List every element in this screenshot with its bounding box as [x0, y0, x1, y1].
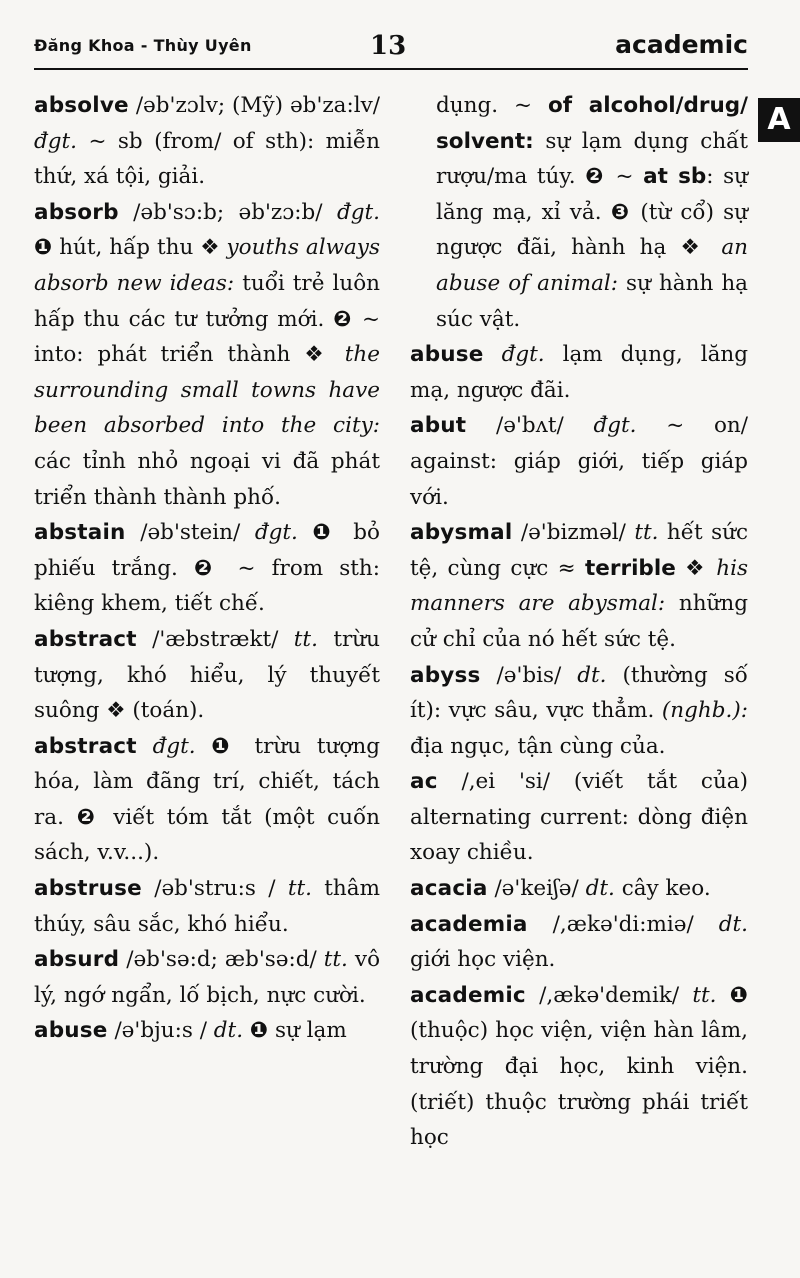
- pronunciation: /,ei 'si/: [461, 769, 551, 795]
- sense-number-1: ❶: [729, 982, 748, 1008]
- definition: trừu tượng, khó hiểu, lý thuyết suông: [34, 626, 380, 724]
- example-marker-icon: ❖: [685, 555, 707, 581]
- part-of-speech: tt.: [287, 876, 312, 902]
- running-header: [34, 30, 748, 70]
- sense-number-1: ❶: [249, 1018, 269, 1044]
- sense-number-1: ❶: [34, 235, 53, 261]
- translation: tuổi trẻ luôn hấp thu các tư tưởng mới.: [34, 270, 381, 332]
- example-marker-icon: ❖: [200, 235, 220, 261]
- pronunciation: /ə'bis/: [496, 662, 562, 688]
- page-number: 13: [370, 31, 407, 61]
- entry-absorb: [34, 195, 380, 515]
- part-of-speech: đgt.: [337, 199, 380, 225]
- continuation: sự lạm dụng chất rượu/ma túy.: [436, 128, 749, 190]
- part-of-speech: tt.: [323, 947, 348, 973]
- approx-icon: ≈: [557, 555, 576, 581]
- entry-abyss: [410, 658, 748, 765]
- headword: abuse: [410, 342, 484, 368]
- pronunciation: /ə'bʌt/: [496, 413, 564, 439]
- part-of-speech: dt.: [585, 876, 615, 902]
- definition: thâm thúy, sâu sắc, khó hiểu.: [34, 876, 380, 937]
- definition: hết sức tệ, cùng cực: [410, 520, 748, 581]
- entry-abut: [410, 408, 748, 515]
- sense-number-2: ❷: [76, 804, 101, 830]
- sense-1: bỏ phiếu trắng.: [34, 520, 380, 581]
- headword: abut: [410, 413, 467, 439]
- pronunciation-us: əb'za:lv/: [289, 93, 381, 118]
- sense-number-1: ❶: [312, 520, 339, 546]
- part-of-speech: đgt.: [152, 733, 196, 759]
- sense-2: viết tóm tắt (một cuốn sách, v.v...).: [34, 804, 380, 866]
- continuation: (từ cổ) sự ngược đãi, hành hạ: [436, 199, 748, 261]
- pronunciation: /əb'zɔlv; (Mỹ): [135, 93, 283, 118]
- headword: absolve: [34, 93, 129, 118]
- part-of-speech: tt.: [293, 626, 318, 652]
- entry-abstract-adj: [34, 622, 380, 729]
- headword: abstruse: [34, 876, 142, 902]
- sense-number-2: ❷: [193, 555, 222, 581]
- part-of-speech: đgt.: [254, 520, 298, 546]
- sense-number-1: ❶: [211, 733, 239, 759]
- headword: academic: [410, 982, 526, 1008]
- synonym: terrible: [585, 555, 676, 581]
- sense-number-3: ❸: [610, 199, 632, 225]
- headword: abstract: [34, 733, 137, 759]
- translation: những cử chỉ của nó hết sức tệ.: [410, 591, 748, 652]
- example-marker-icon: ❖: [304, 342, 331, 368]
- part-of-speech: dt.: [213, 1018, 244, 1044]
- part-of-speech: tt.: [692, 982, 717, 1008]
- pronunciation: /əb'stru:s /: [154, 876, 276, 902]
- entry-ac: [410, 764, 748, 871]
- tilde: ~: [615, 164, 634, 190]
- right-column: [410, 88, 748, 1156]
- sense-1: (thuộc) học viện, viện hàn lâm, trường đại học, kinh viện. (triết) thuộc trường phái triết học: [410, 1018, 748, 1151]
- entry-academia: [410, 907, 748, 978]
- sense-2: ~ from sth: kiêng khem, tiết chế.: [34, 555, 380, 617]
- bold-phrase: at sb: [643, 164, 707, 190]
- headword: absurd: [34, 947, 120, 973]
- sense-number-2: ❷: [585, 164, 606, 190]
- entry-abstain: [34, 515, 380, 622]
- entry-academic: [410, 978, 748, 1156]
- header-authors: Đăng Khoa - Thùy Uyên: [34, 36, 252, 55]
- headword: abysmal: [410, 520, 513, 546]
- headword: acacia: [410, 876, 488, 902]
- sense-number-2: ❷: [333, 306, 354, 332]
- figurative-label: (nghb.):: [661, 698, 748, 724]
- entry-absolve: [34, 88, 380, 195]
- entry-abstract-verb: [34, 729, 380, 871]
- headword: ac: [410, 769, 438, 795]
- sense-1: trừu tượng hóa, làm đãng trí, chiết, tách ra.: [34, 733, 380, 830]
- example: youths always absorb new ideas:: [34, 235, 380, 296]
- headword: abuse: [34, 1018, 108, 1044]
- continuation: dụng. ~: [436, 93, 533, 118]
- definition: cây keo.: [621, 876, 711, 902]
- part-of-speech: tt.: [634, 520, 659, 546]
- definition: (thường số ít): vực sâu, vực thẳm.: [410, 662, 748, 724]
- pronunciation: /ə'bizməl/: [520, 520, 626, 546]
- entry-abstruse: [34, 871, 380, 942]
- entry-abysmal: [410, 515, 748, 657]
- sense-1: hút, hấp thu: [59, 235, 194, 261]
- example: his manners are abysmal:: [410, 555, 749, 617]
- entry-abuse-verb: [410, 337, 748, 408]
- part-of-speech: đgt.: [34, 128, 77, 154]
- example-marker-icon: ❖: [106, 698, 126, 724]
- part-of-speech: đgt.: [593, 413, 637, 439]
- headword: academia: [410, 911, 528, 937]
- figurative-definition: địa ngục, tận cùng của.: [410, 733, 666, 759]
- pronunciation: /ə'bju:s /: [114, 1018, 207, 1044]
- part-of-speech: dt.: [577, 662, 607, 688]
- left-column: [34, 88, 380, 1049]
- pronunciation: /əb'stein/: [140, 520, 241, 546]
- bold-phrase: of alcohol/drug/ solvent:: [436, 93, 748, 154]
- example-marker-icon: ❖: [680, 235, 708, 261]
- headword: abstain: [34, 520, 126, 546]
- definition: giới học viện.: [410, 947, 556, 973]
- entry-absurd: [34, 942, 380, 1013]
- part-of-speech: đgt.: [501, 342, 545, 368]
- entry-abuse-noun: [34, 1013, 380, 1049]
- continuation: : sự lăng mạ, xỉ vả.: [436, 164, 748, 225]
- entry-acacia: [410, 871, 748, 907]
- section-tab-a: A: [758, 98, 800, 142]
- definition: ~ sb (from/ of sth): miễn thứ, xá tội, giải.: [34, 128, 380, 190]
- headword: abyss: [410, 662, 481, 688]
- pronunciation: /ə'keiʃə/: [494, 876, 579, 902]
- definition: lạm dụng, lăng mạ, ngược đãi.: [410, 342, 749, 403]
- example: an abuse of animal:: [436, 235, 748, 296]
- pronunciation: /,ækə'di:miə/: [552, 911, 694, 937]
- pronunciation: /əb'sɔ:b; əb'zɔ:b/: [133, 199, 323, 225]
- definition: vô lý, ngớ ngẩn, lố bịch, nực cười.: [34, 947, 381, 1008]
- definition-tail: (toán).: [132, 698, 205, 724]
- entry-abuse-noun-continued: [410, 88, 748, 337]
- pronunciation: /əb'sə:d; æb'sə:d/: [126, 947, 317, 973]
- example: the surrounding small towns have been absorbed into the city:: [34, 342, 381, 439]
- definition: (viết tắt của) alternating current: dòng điện xoay chiều.: [410, 769, 749, 866]
- headword: abstract: [34, 626, 137, 652]
- pronunciation: /'æbstrækt/: [152, 626, 279, 652]
- guide-word: academic: [615, 30, 748, 59]
- pronunciation: /,ækə'demik/: [539, 982, 680, 1008]
- sense-2: ~ into: phát triển thành: [34, 306, 380, 368]
- translation: sự hành hạ súc vật.: [436, 270, 749, 332]
- part-of-speech: dt.: [718, 911, 748, 937]
- headword: absorb: [34, 199, 119, 225]
- translation: các tỉnh nhỏ ngoại vi đã phát triển thành thành phố.: [34, 448, 380, 510]
- sense-1: sự lạm: [274, 1018, 347, 1044]
- definition: ~ on/ against: giáp giới, tiếp giáp với.: [410, 413, 749, 510]
